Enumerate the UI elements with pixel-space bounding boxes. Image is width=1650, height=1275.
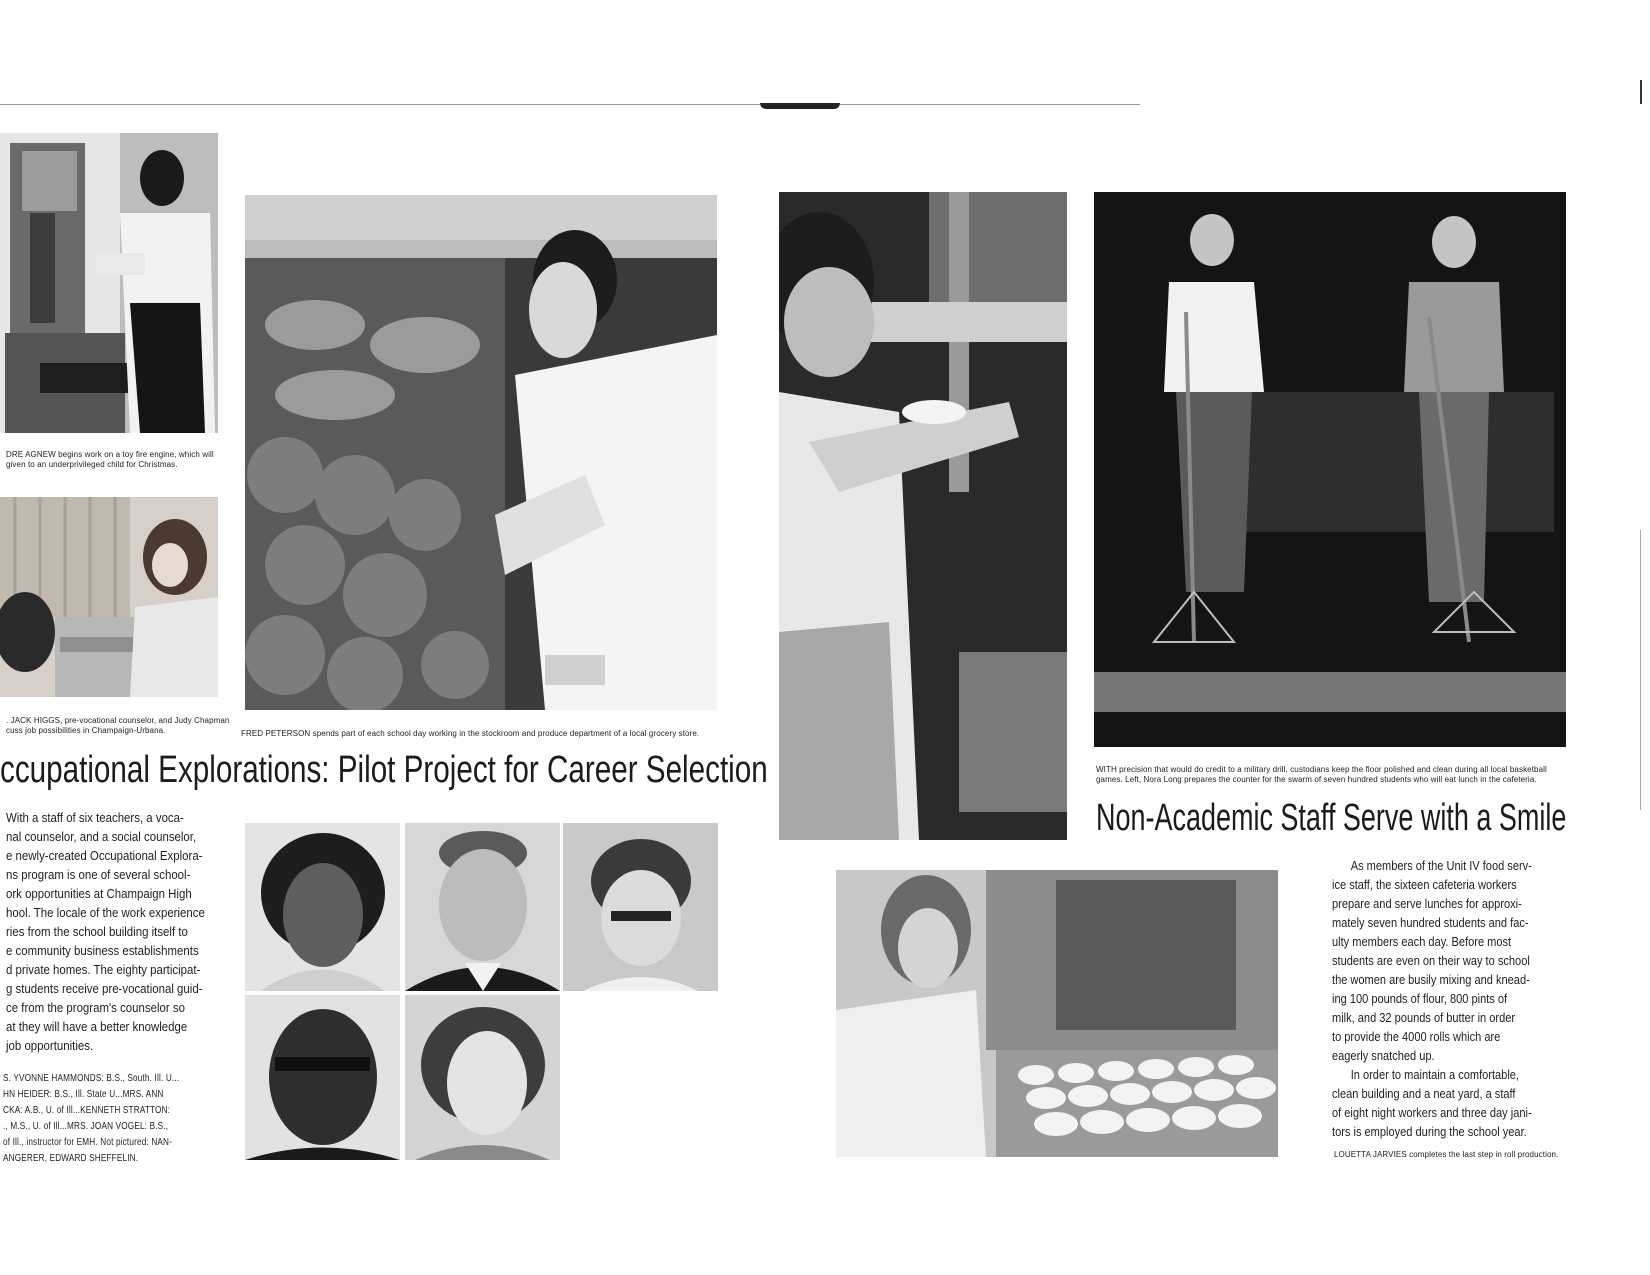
photo-drill-press: [0, 133, 218, 433]
body-non-academic-line: students are even on their way to school: [1332, 953, 1530, 968]
body-non-academic-line: mately seven hundred students and fac-: [1332, 915, 1529, 930]
edge-mark-top: [1640, 80, 1642, 104]
headline-non-academic-text: Non-Academic Staff Serve with a Smile: [1096, 797, 1567, 839]
photo-custodians: [1094, 192, 1566, 747]
photo-rolls: [836, 870, 1278, 1157]
body-non-academic-line: ulty members each day. Before most: [1332, 934, 1512, 949]
staff-list: [3, 1071, 179, 1167]
body-non-academic-line: In order to maintain a comfortable,: [1350, 1067, 1519, 1082]
body-non-academic-line: of eight night workers and three day jani-: [1332, 1105, 1532, 1120]
top-rule-right: [840, 104, 1140, 105]
portrait-man-2: [245, 995, 400, 1160]
body-occupational-line: at they will have a better knowledge: [6, 1019, 188, 1034]
body-non-academic-line: ice staff, the sixteen cafeteria workers: [1332, 877, 1517, 892]
headline-occupational-text: ccupational Explorations: Pilot Project for Career Selection: [0, 749, 768, 791]
staff-line: CKA: A.B., U. of Ill...KENNETH STRATTON:: [3, 1105, 171, 1116]
body-non-academic-line: As members of the Unit IV food serv-: [1350, 858, 1532, 873]
body-non-academic-line: clean building and a neat yard, a staff: [1332, 1086, 1516, 1101]
headline-non-academic: [1096, 796, 1566, 840]
caption-drill-line-2: given to an underprivileged child for Christmas.: [6, 460, 178, 469]
portrait-man-1: [405, 823, 560, 991]
body-occupational-line: d private homes. The eighty participat-: [6, 962, 201, 977]
top-rule-right-short: [1105, 104, 1140, 105]
body-occupational-line: e newly-created Occupational Explora-: [6, 848, 203, 863]
staff-line: HN HEIDER: B.S., Ill. State U...MRS. ANN: [3, 1089, 164, 1100]
caption-floor: [1096, 765, 1547, 785]
caption-counselor-line-1: . JACK HIGGS, pre-vocational counselor, and Judy Chapman: [6, 716, 230, 725]
staff-line: S. YVONNE HAMMONDS: B.S., South. Ill. U...: [3, 1073, 180, 1084]
body-non-academic-line: milk, and 32 pounds of butter in order: [1332, 1010, 1516, 1025]
photo-grocery: [245, 195, 717, 710]
staff-line: ANGERER, EDWARD SHEFFELIN.: [3, 1153, 139, 1164]
photo-counselor: [0, 497, 218, 697]
body-non-academic-line: ing 100 pounds of flour, 800 pints of: [1332, 991, 1508, 1006]
photo-cafeteria-counter: [779, 192, 1067, 840]
portrait-woman-2: [563, 823, 718, 991]
body-occupational-line: hool. The locale of the work experience: [6, 905, 205, 920]
body-occupational-line: ns program is one of several school-: [6, 867, 191, 882]
headline-occupational: [0, 748, 768, 792]
body-occupational-line: e community business establishments: [6, 943, 199, 958]
body-non-academic-line: prepare and serve lunches for approxi-: [1332, 896, 1522, 911]
portrait-woman-3: [405, 995, 560, 1160]
body-occupational-line: ce from the program's counselor so: [6, 1000, 185, 1015]
body-non-academic-line: the women are busily mixing and knead-: [1332, 972, 1530, 987]
caption-counselor: [6, 716, 230, 736]
body-occupational-line: ork opportunities at Champaign High: [6, 886, 192, 901]
caption-drill: [6, 450, 214, 470]
staff-line: of Ill., instructor for EMH. Not pictured: NAN-: [3, 1137, 173, 1148]
top-rule-left: [0, 104, 760, 105]
caption-floor-line-2: games. Left, Nora Long prepares the counter for the swarm of seven hundred students who will eat lunch in the cafeteria.: [1096, 775, 1537, 784]
body-non-academic-line: to provide the 4000 rolls which are: [1332, 1029, 1501, 1044]
caption-rolls-text: LOUETTA JARVIES completes the last step in roll production.: [1334, 1150, 1559, 1159]
body-occupational-line: job opportunities.: [6, 1038, 94, 1053]
edge-mark-right: [1640, 530, 1641, 810]
caption-grocery-text: FRED PETERSON spends part of each school day working in the stockroom and produce department of a local grocery store.: [241, 729, 700, 738]
caption-grocery: [241, 729, 699, 739]
body-non-academic-line: eagerly snatched up.: [1332, 1048, 1435, 1063]
body-occupational-line: ries from the school building itself to: [6, 924, 188, 939]
caption-counselor-line-2: cuss job possibilities in Champaign-Urbana.: [6, 726, 166, 735]
portrait-woman-1: [245, 823, 400, 991]
binding-mark: [760, 103, 840, 109]
caption-drill-line-1: DRE AGNEW begins work on a toy fire engine, which will: [6, 450, 214, 459]
caption-rolls: [1334, 1150, 1558, 1160]
body-non-academic-line: tors is employed during the school year.: [1332, 1124, 1527, 1139]
staff-line: ., M.S., U. of Ill...MRS. JOAN VOGEL: B.S.,: [3, 1121, 169, 1132]
body-occupational: [6, 808, 205, 1055]
caption-floor-line-1: WITH precision that would do credit to a military drill, custodians keep the floor polished and clean during all local basketball: [1096, 765, 1547, 774]
body-non-academic: [1332, 856, 1532, 1141]
body-occupational-line: With a staff of six teachers, a voca-: [6, 810, 184, 825]
body-occupational-line: g students receive pre-vocational guid-: [6, 981, 203, 996]
body-occupational-line: nal counselor, and a social counselor,: [6, 829, 197, 844]
